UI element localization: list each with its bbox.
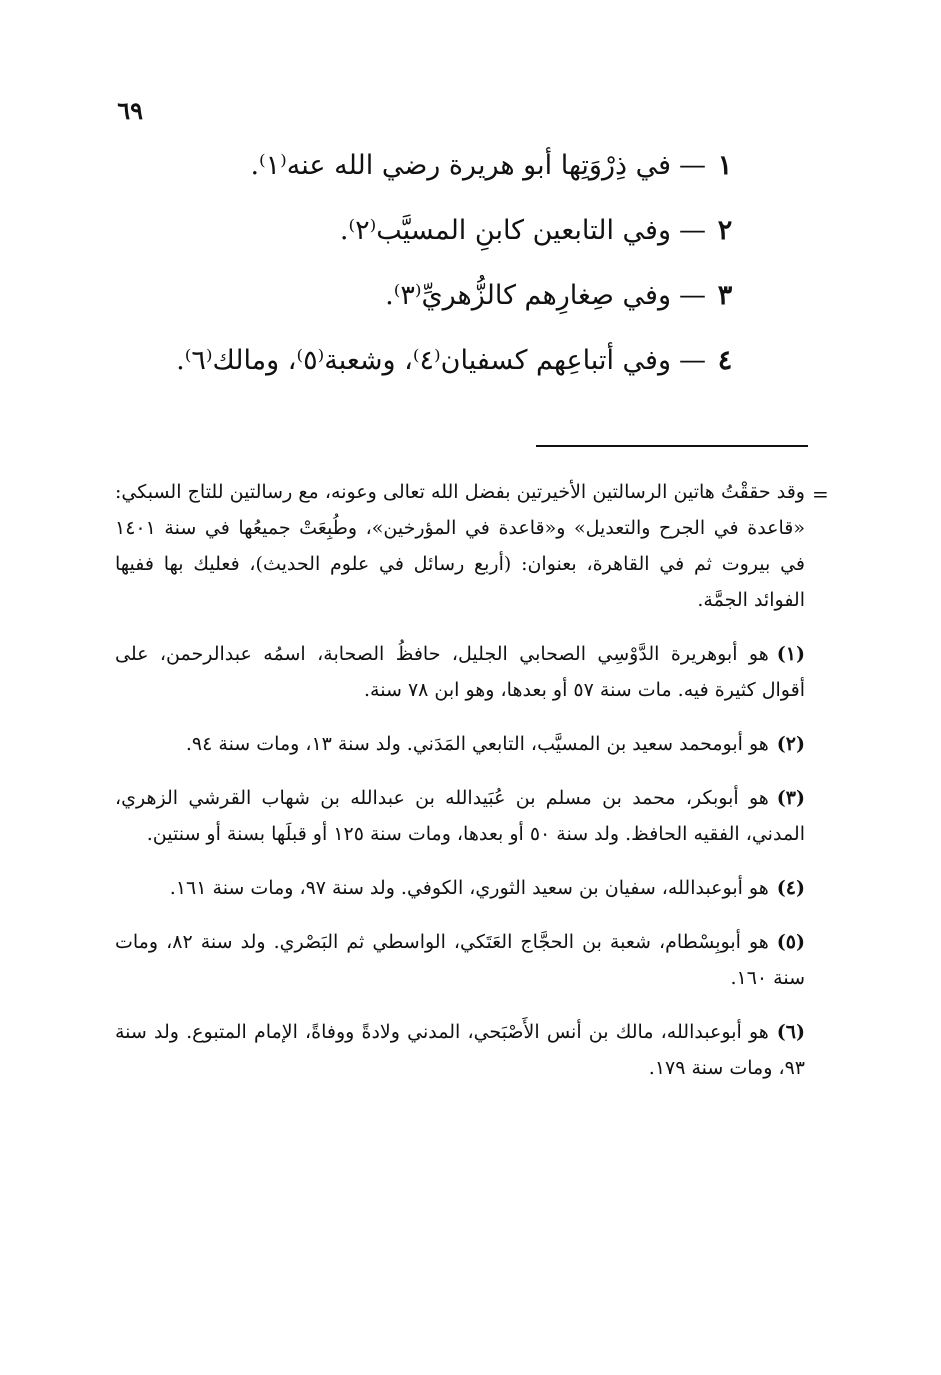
footnote-number: (٥)	[776, 931, 806, 953]
footnote-text: هو أبوهريرة الدَّوْسِي الصحابي الجليل، حافظُ الصحابة، اسمُه عبدالرحمن، على أقوال كثيرة فيه. مات سنة ٥٧ أو بعدها، وهو ابن ٧٨ سنة.	[115, 643, 805, 701]
list-item-dash: —	[679, 150, 706, 181]
footnote-number: (٣)	[776, 787, 805, 809]
main-list	[136, 150, 736, 410]
footnote-text: هو أبومحمد سعيد بن المسيَّب، التابعي المَدَني. ولد سنة ١٣، ومات سنة ٩٤.	[185, 733, 769, 755]
list-item-text: وفي صِغارِهم كالزُّهريِّ⁽٣⁾.	[385, 280, 671, 311]
list-item	[136, 280, 736, 312]
footnote-number: (٢)	[776, 733, 805, 755]
footnotes	[115, 474, 805, 1104]
footnote-number: (٤)	[776, 877, 805, 899]
list-item	[136, 215, 736, 247]
footnote-text: هو أبوعبدالله، سفيان بن سعيد الثوري، الكوفي. ولد سنة ٩٧، ومات سنة ١٦١.	[169, 877, 769, 899]
list-item-number: ١	[717, 150, 733, 181]
list-item-number: ٣	[717, 280, 733, 311]
footnote-continued-mark: =	[812, 482, 829, 506]
list-item-text: وفي التابعين كابنِ المسيَّب⁽٢⁾.	[339, 215, 671, 246]
list-item-text: في ذِرْوَتِها أبو هريرة رضي الله عنه⁽١⁾.	[250, 150, 671, 181]
list-item-dash: —	[679, 215, 706, 246]
footnote-continuation: وقد حققْتُ هاتين الرسالتين الأخيرتين بفضل الله تعالى وعونه، مع رسالتين للتاج السبكي: «قاعدة في الجرح والتعديل» و«قاعدة في المؤرخين»، وطُبِعَتْ جميعُها في سنة ١٤٠١ في بيروت ثم في القاهرة، بعنوان: (أربع رسائل في علوم الحديث)، فعليك بها ففيها الفوائد الجمَّة.	[115, 481, 805, 611]
footnote	[115, 726, 805, 762]
footnote-text: هو أبوبكر، محمد بن مسلم بن عُبَيدالله بن عبدالله بن شهاب القرشي الزهري، المدني، الفقيه الحافظ. ولد سنة ٥٠ أو بعدها، ومات سنة ١٢٥ أو قبلَها بسنة أو سنتين.	[115, 787, 805, 845]
page-number: ٦٩	[117, 96, 143, 125]
footnote-separator	[536, 445, 808, 447]
footnote-number: (٦)	[776, 1021, 805, 1043]
footnote	[115, 780, 805, 852]
footnote	[115, 870, 805, 906]
list-item-dash: —	[679, 280, 706, 311]
footnote	[115, 1014, 805, 1086]
footnote-text: هو أبوعبدالله، مالك بن أنس الأَصْبَحي، المدني ولادةً ووفاةً، الإمام المتبوع. ولد سنة ٩٣، ومات سنة ١٧٩.	[115, 1021, 805, 1079]
footnote-number: (١)	[776, 643, 805, 665]
list-item	[136, 345, 736, 377]
footnote	[115, 636, 805, 708]
footnote	[115, 924, 805, 996]
list-item-number: ٤	[717, 345, 733, 376]
list-item-dash: —	[679, 345, 706, 376]
footnote-text: هو أبوبِسْطام، شعبة بن الحجَّاج العَتَكي، الواسطي ثم البَصْري. ولد سنة ٨٢، ومات سنة ١٦٠.	[115, 931, 805, 989]
list-item	[136, 150, 736, 182]
list-item-text: وفي أتباعِهم كسفيان⁽٤⁾، وشعبة⁽٥⁾، ومالك⁽٦⁾.	[176, 345, 671, 376]
list-item-number: ٢	[717, 215, 733, 246]
